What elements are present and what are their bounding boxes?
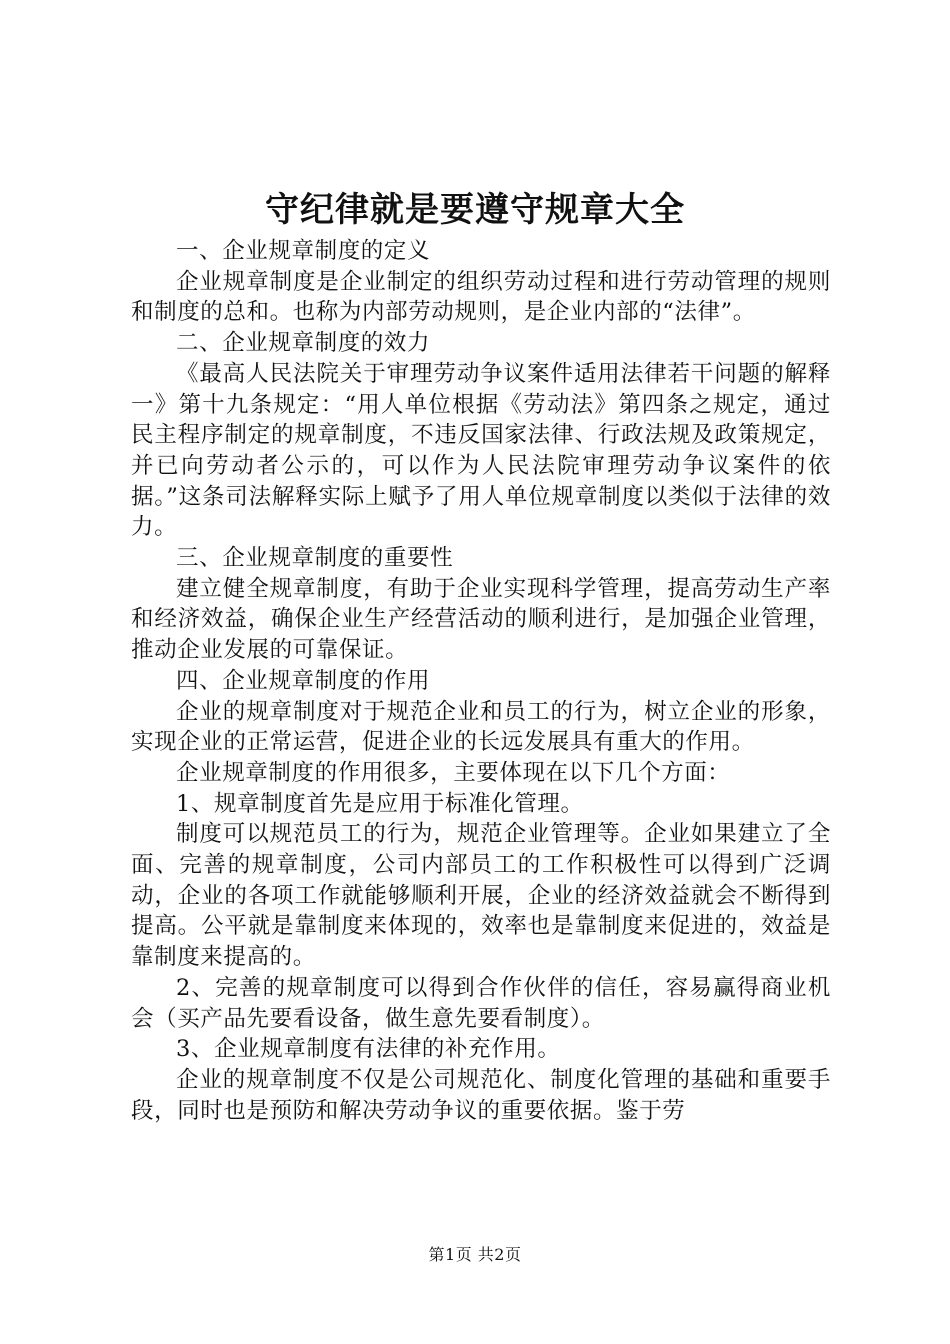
list-item-1-heading: 1、规章制度首先是应用于标准化管理。	[176, 790, 584, 817]
section-heading-effect: 二、企业规章制度的效力	[176, 330, 431, 357]
page-number-footer: 第1页 共2页	[428, 1245, 522, 1264]
list-item-2: 2、完善的规章制度可以得到合作伙伴的信任，容易赢得商业机会（买产品先要看设备，做生意先要看制度）。	[131, 974, 831, 1032]
paragraph-role-intro: 企业规章制度的作用很多，主要体现在以下几个方面：	[176, 759, 731, 786]
paragraph-role: 企业的规章制度对于规范企业和员工的行为，树立企业的形象，实现企业的正常运营，促进企业的长远发展具有重大的作用。	[131, 698, 831, 756]
document-title: 守纪律就是要遵守规章大全	[265, 190, 685, 230]
paragraph-definition: 企业规章制度是企业制定的组织劳动过程和进行劳动管理的规则和制度的总和。也称为内部劳动规则，是企业内部的“法律”。	[131, 268, 831, 326]
list-item-3-heading: 3、企业规章制度有法律的补充作用。	[176, 1036, 561, 1063]
document-body	[131, 236, 831, 1126]
section-heading-importance: 三、企业规章制度的重要性	[176, 545, 454, 572]
list-item-1-body: 制度可以规范员工的行为，规范企业管理等。企业如果建立了全面、完善的规章制度，公司内部员工的工作积极性可以得到广泛调动，企业的各项工作就能够顺利开展，企业的经济效益就会不断得到提高。公平就是靠制度来体现的，效率也是靠制度来促进的，效益是靠制度来提高的。	[131, 821, 831, 971]
paragraph-effect: 《最高人民法院关于审理劳动争议案件适用法律若干问题的解释一》第十九条规定：“用人单位根据《劳动法》第四条之规定，通过民主程序制定的规章制度，不违反国家法律、行政法规及政策规定，并已向劳动者公示的，可以作为人民法院审理劳动争议案件的依据。”这条司法解释实际上赋予了用人单位规章制度以类似于法律的效力。	[131, 360, 831, 541]
paragraph-importance: 建立健全规章制度，有助于企业实现科学管理，提高劳动生产率和经济效益，确保企业生产经营活动的顺利进行，是加强企业管理，推动企业发展的可靠保证。	[131, 575, 831, 664]
list-item-3-body: 企业的规章制度不仅是公司规范化、制度化管理的基础和重要手段，同时也是预防和解决劳动争议的重要依据。鉴于劳	[131, 1066, 831, 1124]
section-heading-definition: 一、企业规章制度的定义	[176, 238, 431, 264]
section-heading-role: 四、企业规章制度的作用	[176, 667, 431, 694]
